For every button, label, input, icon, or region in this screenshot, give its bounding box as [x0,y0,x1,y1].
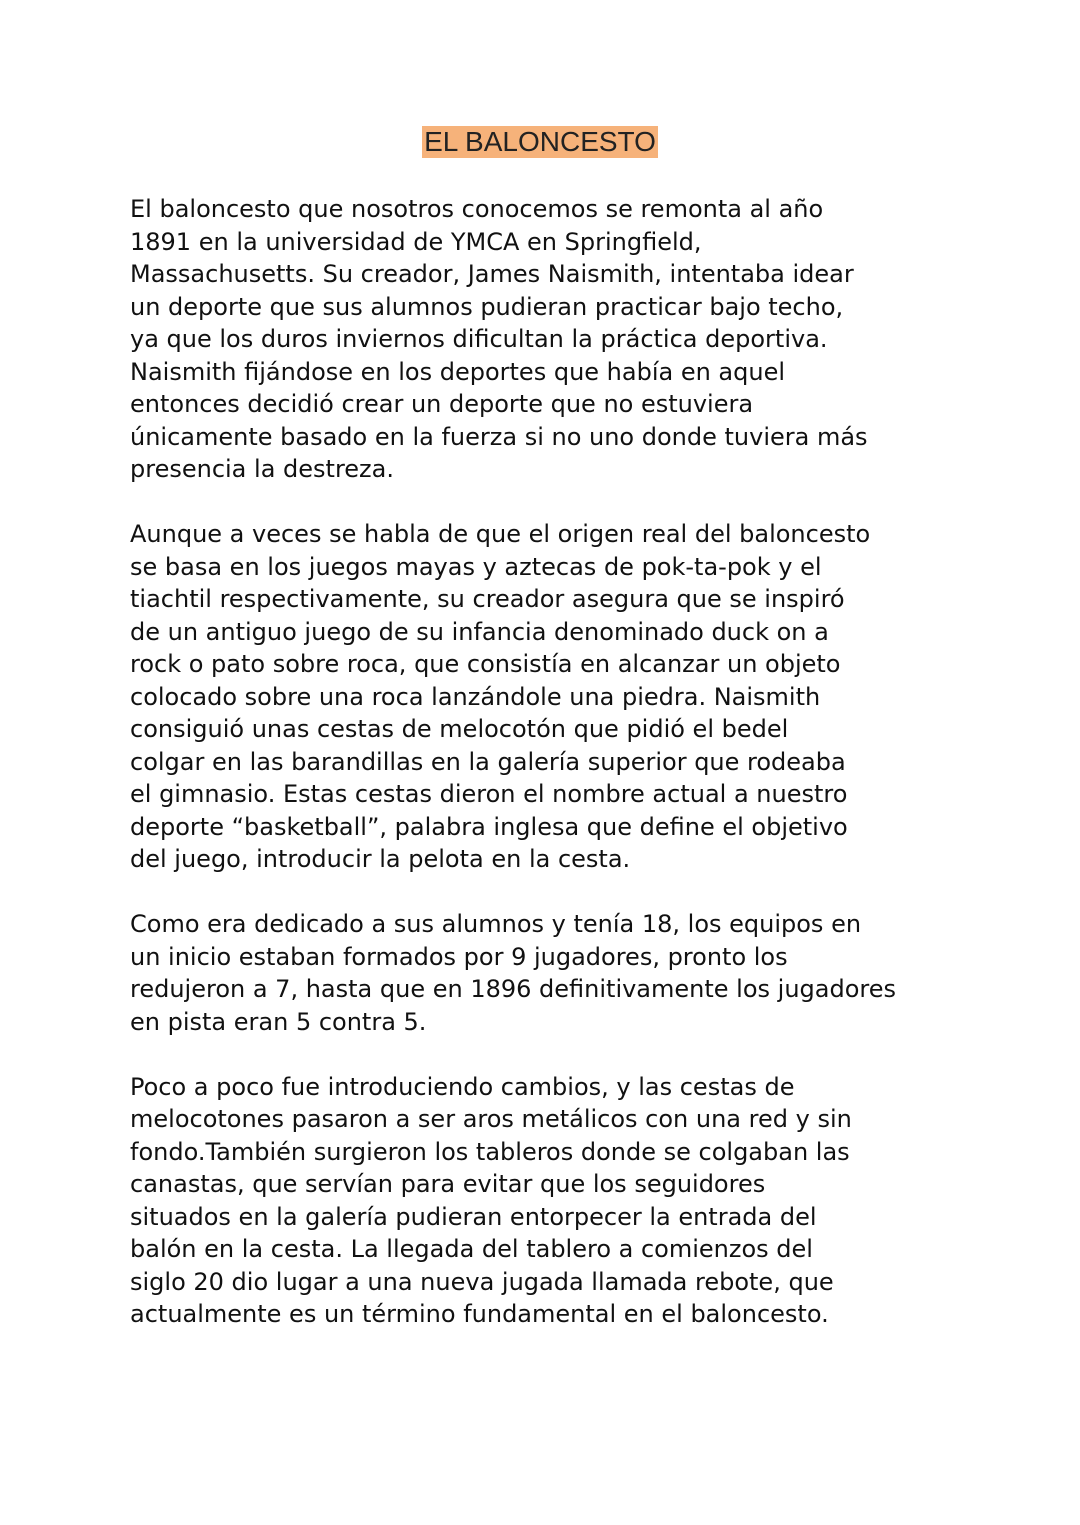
paragraph-2 [130,518,960,876]
page-title: EL BALONCESTO [424,126,656,157]
text-line: redujeron a 7, hasta que en 1896 definitivamente los jugadores [130,975,897,1003]
text-line: el gimnasio. Estas cestas dieron el nombre actual a nuestro [130,780,848,808]
title-container [0,126,1080,158]
text-line: canastas, que servían para evitar que los seguidores [130,1170,766,1198]
text-line: fondo.También surgieron los tableros donde se colgaban las [130,1137,850,1166]
text-line: actualmente es un término fundamental en el baloncesto. [130,1300,829,1328]
text-line: Como era dedicado a sus alumnos y tenía 18, los equipos en [130,910,862,938]
text-line: Massachusetts. Su creador, James Naismith, intentaba idear [130,260,854,288]
text-line: se basa en los juegos mayas y aztecas de pok-ta-pok y el [130,552,822,581]
text-line: balón en la cesta. La llegada del tablero a comienzos del [130,1235,813,1263]
text-line: en pista eran 5 contra 5. [130,1007,427,1036]
text-line: de un antiguo juego de su infancia denominado duck on a [130,617,829,646]
text-line: 1891 en la universidad de YMCA en Springfield, [130,227,702,256]
document-body [130,193,960,1363]
paragraph-3 [130,908,960,1038]
text-line: un inicio estaban formados por 9 jugadores, pronto los [130,942,788,971]
text-line: Aunque a veces se habla de que el origen real del baloncesto [130,520,871,548]
text-line: Naismith fijándose en los deportes que había en aquel [130,357,786,386]
text-line: colocado sobre una roca lanzándole una piedra. Naismith [130,682,821,711]
text-line: siglo 20 dio lugar a una nueva jugada llamada rebote, que [130,1267,834,1296]
paragraph-4 [130,1071,960,1331]
text-line: un deporte que sus alumnos pudieran practicar bajo techo, [130,292,844,321]
text-line: El baloncesto que nosotros conocemos se remonta al año [130,195,824,223]
text-line: melocotones pasaron a ser aros metálicos con una red y sin [130,1105,852,1133]
text-line: colgar en las barandillas en la galería superior que rodeaba [130,747,846,776]
text-line: situados en la galería pudieran entorpecer la entrada del [130,1202,817,1231]
text-line: consiguió unas cestas de melocotón que pidió el bedel [130,715,789,743]
text-line: únicamente basado en la fuerza si no uno donde tuviera más [130,422,868,451]
text-line: del juego, introducir la pelota en la cesta. [130,845,631,873]
text-line: tiachtil respectivamente, su creador asegura que se inspiró [130,585,845,613]
paragraph-1 [130,193,960,486]
text-line: presencia la destreza. [130,455,394,483]
text-line: ya que los duros inviernos dificultan la práctica deportiva. [130,325,828,353]
text-line: rock o pato sobre roca, que consistía en alcanzar un objeto [130,650,841,678]
text-line: entonces decidió crear un deporte que no estuviera [130,390,754,418]
text-line: deporte “basketball”, palabra inglesa que define el objetivo [130,812,848,841]
text-line: Poco a poco fue introduciendo cambios, y las cestas de [130,1072,795,1101]
